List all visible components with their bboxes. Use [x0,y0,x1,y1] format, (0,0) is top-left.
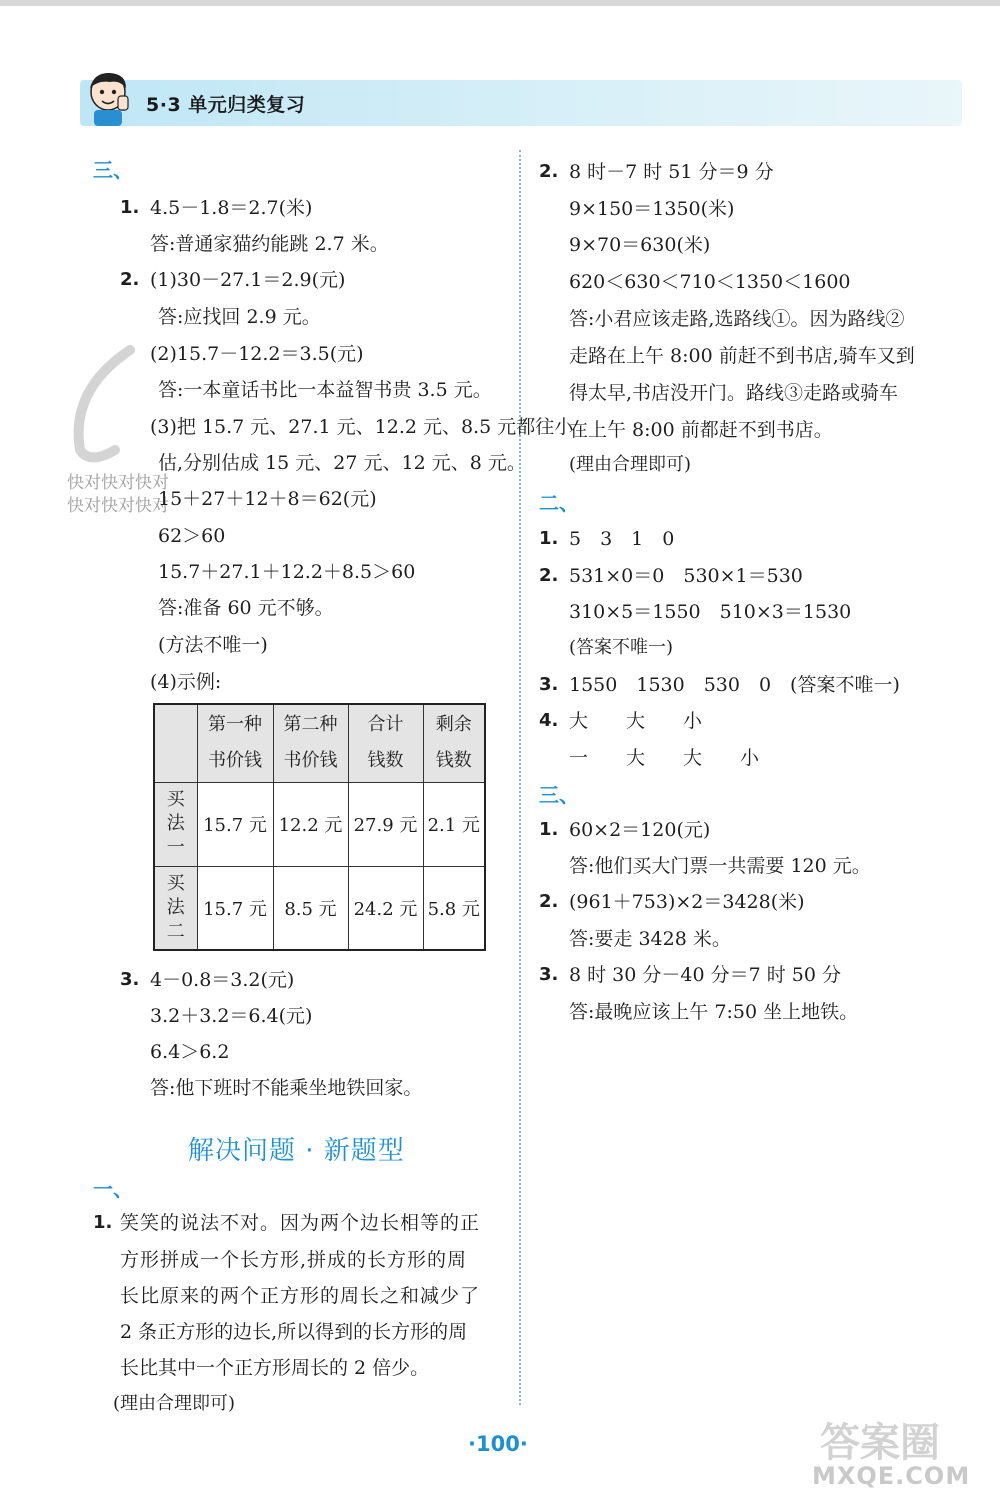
answer-line: (4)示例: [150,671,222,693]
watermark-logo-text: 答案圈 [820,1420,940,1466]
table-cell: 24.2 元 [348,866,423,950]
answer-line: 60×2＝120(元) [569,819,711,841]
answer-line: 大 大 小 [569,710,703,732]
section-label-er: 二、 [539,491,579,515]
answer-line: 9×150＝1350(米) [569,198,735,220]
answer-line: 8 时－7 时 51 分＝9 分 [569,161,774,183]
header-title: 5·3 单元归类复习 [146,94,306,116]
answer-line: 得太早,书店没开门。路线③走路或骑车 [569,382,899,404]
answer-line: (理由合理即可) [569,454,692,475]
question-number: 2. [539,565,559,586]
question-number: 1. [93,1212,113,1233]
answer-line: 长比其中一个正方形周长的 2 倍少。 [120,1357,430,1379]
answer-line: 答:他下班时不能乘坐地铁回家。 [150,1077,423,1099]
price-table [153,703,486,951]
mascot-icon [84,70,134,126]
page-number: ·100· [468,1432,528,1456]
answer-line: (1)30－27.1＝2.9(元) [150,269,346,291]
answer-line: 62＞60 [158,525,226,547]
question-number: 1. [539,528,559,549]
answer-line: 4.5－1.8＝2.7(米) [150,197,313,219]
answer-line: (方法不唯一) [158,634,268,656]
answer-line: 走路在上午 8:00 前赶不到书店,骑车又到 [569,345,915,367]
section-label-yi: 一、 [93,1177,133,1201]
table-row [154,782,485,866]
answer-line: 6.4＞6.2 [150,1041,230,1063]
table-cell: 2.1 元 [423,782,485,866]
answer-line: 答:应找回 2.9 元。 [158,306,321,328]
table-header-cell: 合计 钱数 [348,704,423,782]
answer-line: 3.2＋3.2＝6.4(元) [150,1005,313,1027]
question-number: 1. [539,819,559,840]
table-cell: 27.9 元 [348,782,423,866]
table-cell: 15.7 元 [197,866,273,950]
answer-line: 方形拼成一个长方形,拼成的长方形的周 [120,1249,468,1271]
table-cell: 12.2 元 [273,782,348,866]
column-divider [519,150,521,1405]
table-cell: 8.5 元 [273,866,348,950]
answer-line: 答:要走 3428 米。 [569,928,731,950]
question-number: 1. [120,197,140,218]
top-border [0,0,1000,6]
answer-line: 答:普通家猫约能跳 2.7 米。 [150,233,389,255]
answer-line: 长比原来的两个正方形的周长之和减少了 [120,1285,481,1307]
answer-line: 9×70＝630(米) [569,234,711,256]
section-label-san: 三、 [539,783,579,807]
answer-line: 答:准备 60 元不够。 [158,597,334,619]
watermark-swoosh-icon [60,340,150,470]
table-corner-cell [154,704,197,782]
table-header-cell: 第一种 书价钱 [197,704,273,782]
answer-line: 估,分别估成 15 元、27 元、12 元、8 元。 [158,452,526,474]
answer-line: 答:他们买大门票一共需要 120 元。 [569,855,871,877]
question-number: 3. [120,969,140,990]
question-number: 2. [120,269,140,290]
question-number: 3. [539,964,559,985]
answer-line: 2 条正方形的边长,所以得到的长方形的周 [120,1321,468,1343]
answer-line: 310×5＝1550 510×3＝1530 [569,601,852,623]
answer-line: 在上午 8:00 前都赶不到书店。 [569,419,833,441]
table-row-label: 买 法 二 [154,866,197,950]
answer-line: 15＋27＋12＋8＝62(元) [158,488,377,510]
watermark-text: 快对快对快对 [67,496,169,516]
question-number: 2. [539,161,559,182]
answer-line: 答:最晚应该上午 7:50 坐上地铁。 [569,1001,859,1023]
answer-line: (2)15.7－12.2＝3.5(元) [150,343,364,365]
answer-line: (961＋753)×2＝3428(米) [569,891,805,913]
question-number: 3. [539,674,559,695]
answer-line: 答:一本童话书比一本益智书贵 3.5 元。 [158,379,492,401]
answer-line: 15.7＋27.1＋12.2＋8.5＞60 [158,561,416,583]
table-header-cell: 第二种 书价钱 [273,704,348,782]
table-header-row [154,704,485,782]
table-cell: 5.8 元 [423,866,485,950]
answer-line: 1550 1530 530 0 (答案不唯一) [569,674,900,696]
answer-line: 答:小君应该走路,选路线①。因为路线② [569,308,905,330]
table-header-cell: 剩余 钱数 [423,704,485,782]
question-number: 4. [539,710,559,731]
table-row-label: 买 法 一 [154,782,197,866]
answer-line: 4－0.8＝3.2(元) [150,969,295,991]
table-cell: 15.7 元 [197,782,273,866]
watermark-site: MXQE.COM [812,1462,971,1490]
answer-line: (答案不唯一) [569,637,674,658]
question-number: 2. [539,891,559,912]
answer-line: 笑笑的说法不对。因为两个边长相等的正 [120,1212,481,1234]
table-row [154,866,485,950]
section-label-san: 三、 [93,158,133,182]
answer-line: 531×0＝0 530×1＝530 [569,565,803,587]
answer-line: (理由合理即可) [113,1393,236,1414]
section-heading: 解决问题 · 新题型 [188,1136,405,1166]
answer-line: 620＜630＜710＜1350＜1600 [569,271,851,293]
answer-line: (3)把 15.7 元、27.1 元、12.2 元、8.5 元都往小 [150,416,574,438]
answer-line: 8 时 30 分－40 分＝7 时 50 分 [569,964,841,986]
watermark-text: 快对快对快对 [67,473,169,493]
answer-line: 一 大 大 小 [569,747,760,769]
answer-line: 5 3 1 0 [569,528,675,550]
